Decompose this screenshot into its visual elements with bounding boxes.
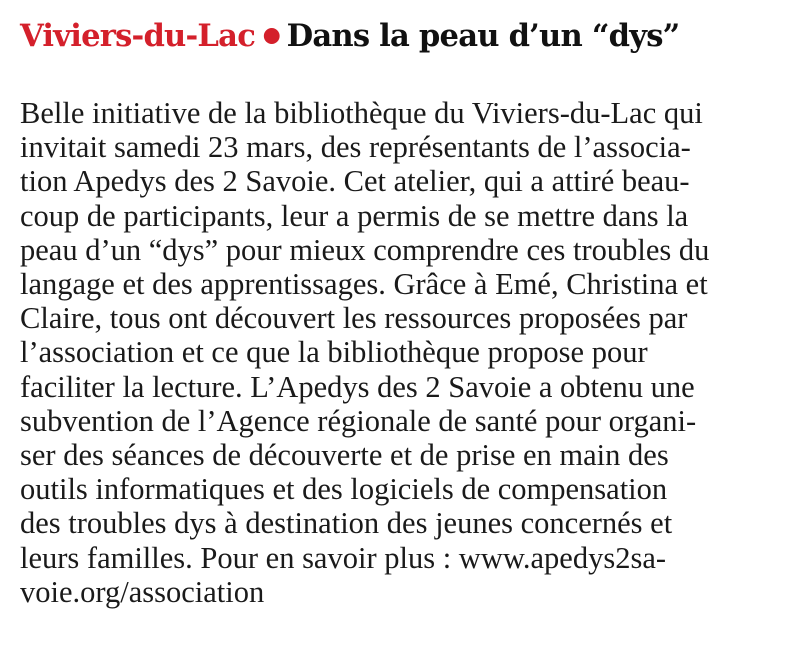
body-line: Claire, tous ont découvert les ressources proposées par [20,301,688,336]
location-kicker: Viviers-du-Lac [20,18,256,54]
body-line: des troubles dys à destination des jeunes concernés et [20,506,673,541]
headline [20,14,790,58]
body-line: voie.org/association [20,574,265,609]
article-body [20,96,709,609]
body-line: langage et des apprentissages. Grâce à Emé, Christina et [20,267,708,302]
body-line: outils informatiques et des logiciels de compensation [20,472,668,507]
body-line: peau d’un “dys” pour mieux comprendre ces troubles du [20,232,710,267]
body-line: coup de participants, leur a permis de se mettre dans la [20,198,689,233]
body-line: invitait samedi 23 mars, des représentants de l’associa- [20,130,691,165]
body-line: tion Apedys des 2 Savoie. Cet atelier, qui a attiré beau- [20,164,690,199]
body-line: faciliter la lecture. L’Apedys des 2 Savoie a obtenu une [20,369,695,404]
body-line: leurs familles. Pour en savoir plus : www.apedys2sa- [20,540,667,575]
article-title: Dans la peau d’un “dys” [286,18,680,54]
body-line: ser des séances de découverte et de prise en main des [20,438,669,473]
news-article [20,14,800,609]
body-line: Belle initiative de la bibliothèque du Viviers-du-Lac qui [20,96,703,130]
body-line: l’association et ce que la bibliothèque propose pour [20,335,648,370]
red-bullet-icon [264,28,280,44]
body-line: subvention de l’Agence régionale de santé pour organi- [20,403,697,438]
